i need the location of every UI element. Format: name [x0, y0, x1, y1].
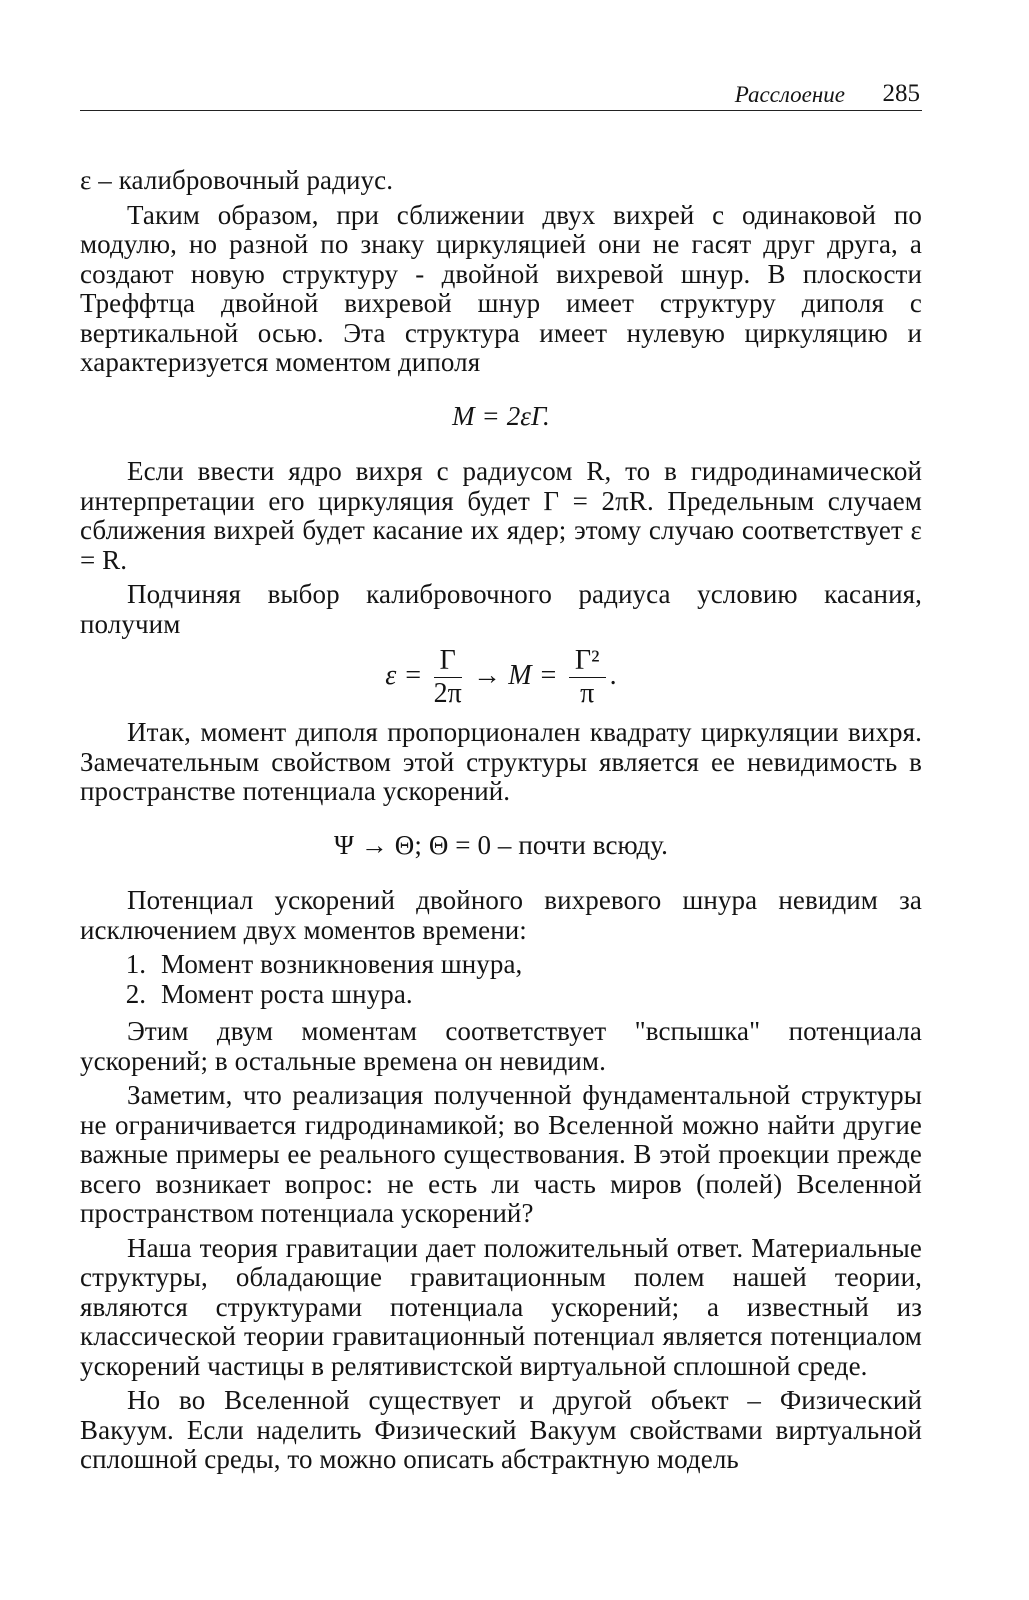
running-title: Расслоение	[734, 82, 845, 107]
equation-invisibility: Ψ → Θ; Θ = 0 – почти всюду.	[333, 829, 669, 860]
list-item: 2. Момент роста шнура.	[153, 980, 922, 1010]
fraction: $\frac{\text{Γ²}}{\pi}$	[569, 645, 606, 710]
paragraph: Таким образом, при сближении двух вихрей с одинаковой по модулю, но разной по знаку циркуляцией они не гасят друг друга, а создают новую структуру - двойной вихревой шнур. В плоскости Треффтца двойной вихревой шнур имеет структуру диполя с вертикальной осью. Эта структура имеет нулевую циркуляцию и характеризуется моментом диполя	[80, 199, 922, 377]
equation-dipole-moment: M = 2εΓ.	[452, 400, 550, 431]
equation-calibration-radius: ε = $\frac{\Gamma}{2\pi}$ → M = $\frac{\text{Γ²}}{\pi}$ .	[385, 645, 617, 709]
numbered-list	[80, 950, 922, 1009]
fraction: $\frac{\Gamma}{2\pi}$	[433, 645, 462, 709]
paragraph: Потенциал ускорений двойного вихревого шнура невидим за исключением двух моментов времени:	[80, 885, 922, 945]
paragraph: Наша теория гравитации дает положительный ответ. Материальные структуры, обладающие гравитационным полем нашей теории, являются структурами потенциала ускорений; а известный из классической теории гравитационный потенциал является потенциалом ускорений частицы в релятивистской виртуальной сплошной среде.	[80, 1232, 922, 1381]
paragraph: Этим двум моментам соответствует "вспышка" потенциала ускорений; в остальные времена он невидим.	[80, 1016, 922, 1076]
paragraph: Итак, момент диполя пропорционален квадрату циркуляции вихря. Замечательным свойством этой структуры является ее невидимость в пространстве потенциала ускорений.	[80, 717, 922, 806]
paragraph: Но во Вселенной существует и другой объект – Физический Вакуум. Если наделить Физический Вакуум свойствами виртуальной сплошной среды, то можно описать абстрактную модель	[80, 1385, 922, 1474]
list-item: 1. Момент возникновения шнура,	[153, 950, 922, 980]
paragraph: Заметим, что реализация полученной фундаментальной структуры не ограничивается гидродинамикой; во Вселенной можно найти другие важные примеры ее реального существования. В этой проекции прежде всего возникает вопрос: не есть ли часть миров (полей) Вселенной пространством потенциала ускорений?	[80, 1080, 922, 1228]
running-header	[80, 80, 922, 111]
paragraph: Если ввести ядро вихря с радиусом R, то в гидродинамической интерпретации его циркуляция будет Γ = 2πR. Предельным случаем сближения вихрей будет касание их ядер; этому случаю соответствует ε = R.	[80, 456, 922, 575]
page-number: 285	[882, 80, 920, 107]
paragraph: Подчиняя выбор калибровочного радиуса условию касания, получим	[80, 579, 922, 639]
page-body	[80, 166, 922, 1480]
paragraph: ε – калибровочный радиус.	[80, 165, 394, 195]
